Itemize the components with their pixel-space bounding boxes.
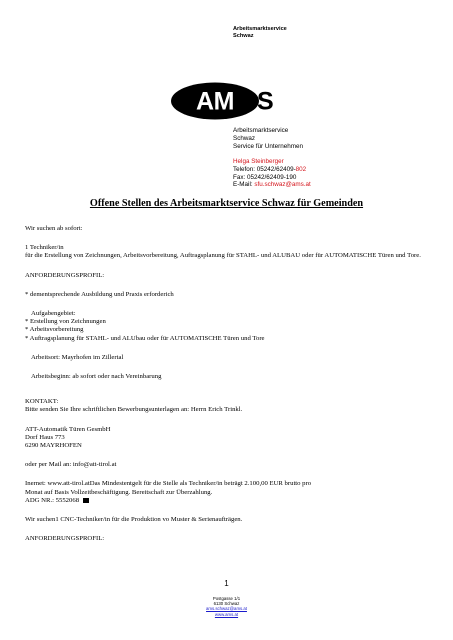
salary-line: Monat auf Basis Vollzeitbeschäftigung. Bereitschaft zur Überzahlung. [25,488,213,496]
mail-line: oder per Mail an: info@att-tirol.at [25,461,117,469]
second-job-text: Wir suchen1 CNC-Techniker/in für die Produktion vo Muster & Serienaufträgen. [25,516,243,524]
work-start: Arbeitsbeginn: ab sofort oder nach Vereinbarung [31,373,162,381]
phone-label: Telefon: 05242/62409- [233,165,296,173]
contact-name: Helga Steinberger [233,157,284,165]
adg-line [25,497,430,505]
task-item: * Auftragsplanung für STAHL- und ALUbau oder für AUTOMATISCHE Türen und Tore [25,334,265,342]
intro-text: Wir suchen ab sofort: [25,225,83,232]
header-line-1: Arbeitsmarktservice [233,26,287,32]
svg-text:AM: AM [196,87,234,116]
footer-street: Postgasse 1/1 [212,596,241,601]
company-street: Dorf Haus 773 [25,433,65,441]
address-block [233,127,311,189]
work-location: Arbeitsort: Mayrhofen im Zillertal [31,353,124,361]
requirements-heading: ANFORDERUNGSPROFIL: [25,271,105,279]
address-line-1: Arbeitsmarktservice [233,127,289,134]
address-line-3: Service für Unternehmen [233,142,303,150]
fax-line: Fax: 05242/62409-190 [233,173,297,181]
footer-city: 6130 Schwaz [213,601,240,607]
header-line-2: Schwaz [233,33,254,39]
contact-heading: KONTAKT: [25,398,59,406]
phone-extension: 802 [295,165,307,173]
footer-web-link[interactable]: www.ams.at [214,611,239,617]
document-body [25,225,430,543]
ams-logo [171,82,275,120]
contact-text: Bitte senden Sie Ihre schriftlichen Bewerbungsunterlagen an: Herrn Erich Trinkl. [25,406,243,414]
page-footer [0,596,453,617]
phone-line [233,166,311,174]
company-name: ATT-Automatik Türen GesmbH [25,425,111,433]
task-item: * Erstellung von Zeichnungen [25,318,106,326]
requirements-heading-2: ANFORDERUNGSPROFIL: [25,535,105,543]
square-bullet-icon [83,498,89,503]
requirements-item: * dementsprechende Ausbildung und Praxis erforderich [25,290,174,298]
job-title: 1 Techniker/in [25,244,64,252]
job-description: für die Erstellung von Zeichnungen, Arbeitsvorbereitung, Auftragsplanung für STAHL- und ALUBAU oder für AUTOMATISCHE Türen und Tore. [25,252,421,260]
internet-line: Inernet: www.att-tirol.atDas Mindestentgelt für die Stelle als Techniker/in beträgt 2.100,00 EUR brutto pro [25,480,312,488]
page-title: Offene Stellen des Arbeitsmarktservice Schwaz für Gemeinden [89,198,364,209]
email-link[interactable]: sfu.schwaz@ams.at [254,181,311,189]
footer-email-link[interactable]: ams.schwaz@ams.at [206,606,247,612]
email-label: E-Mail: [233,181,255,189]
task-item: * Arbeitsvorbereitung [25,326,84,334]
email-line [233,181,311,189]
company-city: 6290 MAYRHOFEN [25,442,82,450]
page-number: 1 [224,579,229,588]
address-line-2: Schwaz [233,134,256,142]
svg-text:S: S [257,87,274,116]
page-header [233,26,287,40]
adg-number: ADG NR.: 5552068 [25,496,80,504]
tasks-heading: Aufgabengebiet: [31,310,76,318]
